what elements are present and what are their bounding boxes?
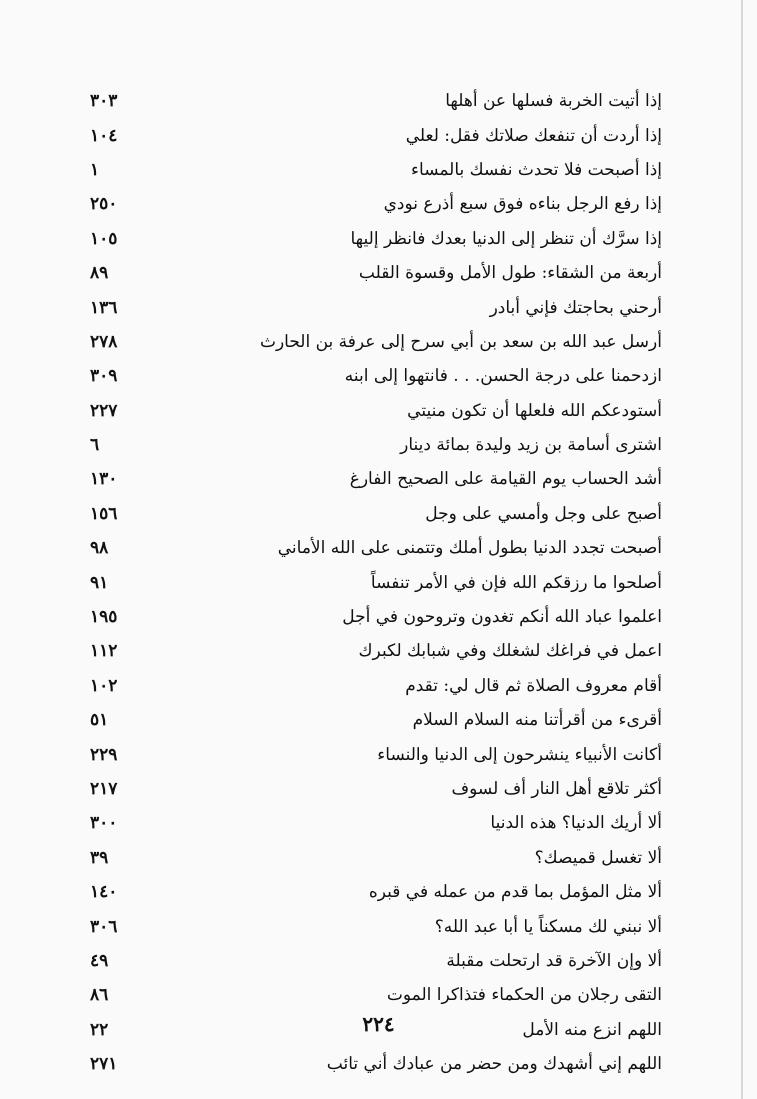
entry-page-number: ١٣٦ xyxy=(90,297,118,318)
entry-page-number: ٦ xyxy=(90,435,100,456)
entry-page-number: ١١٢ xyxy=(90,641,118,662)
entry-text: التقى رجلان من الحكماء فتذاكرا الموت xyxy=(386,985,662,1006)
index-row xyxy=(90,531,662,565)
entry-text: أصبحت تجدد الدنيا بطول أملك وتتمنى على الله الأماني xyxy=(277,538,662,559)
entry-page-number: ٢١٧ xyxy=(90,779,118,799)
entry-text: إذا سرَّك أن تنظر إلى الدنيا بعدك فانظر إليها xyxy=(350,228,662,249)
entry-text: إذا رفع الرجل بناءه فوق سبع أذرع نودي xyxy=(383,194,662,215)
index-row xyxy=(90,84,662,118)
entry-text: أشد الحساب يوم القيامة على الصحيح الفارغ xyxy=(349,469,662,490)
index-row xyxy=(90,1047,662,1081)
index-row xyxy=(90,772,662,806)
index-row xyxy=(90,359,662,393)
entry-text: أستودعكم الله فلعلها أن تكون منيتي xyxy=(407,400,662,421)
index-row xyxy=(90,737,662,771)
index-row xyxy=(90,841,662,875)
entry-page-number: ١٩٥ xyxy=(90,607,118,628)
entry-page-number: ١٥٦ xyxy=(90,503,118,524)
index-row xyxy=(90,565,662,599)
entry-page-number: ٩١ xyxy=(90,572,109,593)
entry-text: اشترى أسامة بن زيد وليدة بمائة دينار xyxy=(400,435,662,456)
entry-text: أصبح على وجل وأمسي على وجل xyxy=(425,503,662,524)
entry-text: أرحني بحاجتك فإني أبادر xyxy=(489,297,662,318)
index-row xyxy=(90,118,662,152)
entry-page-number: ٣٠٠ xyxy=(90,813,118,834)
index-row xyxy=(90,497,662,531)
entry-page-number: ١٠٢ xyxy=(90,675,118,696)
entry-text: أصلحوا ما رزقكم الله فإن في الأمر تنفساً xyxy=(370,572,662,593)
entry-text: اللهم إني أشهدك ومن حضر من عبادك أني تائب xyxy=(326,1054,662,1075)
entry-page-number: ٣٠٣ xyxy=(90,91,118,112)
entry-text: أقام معروف الصلاة ثم قال لي: تقدم xyxy=(405,675,662,696)
entry-page-number: ١ xyxy=(90,159,100,180)
entry-text: إذا أتيت الخربة فسلها عن أهلها xyxy=(445,91,662,112)
index-row xyxy=(90,703,662,737)
entry-page-number: ١٠٥ xyxy=(90,228,118,249)
index-row xyxy=(90,394,662,428)
index-row xyxy=(90,325,662,359)
index-row xyxy=(90,909,662,943)
entry-page-number: ٢٧٨ xyxy=(90,331,118,352)
entry-text: اعلموا عباد الله أنكم تغدون وتروحون في أجل xyxy=(342,607,662,628)
entry-text: أربعة من الشقاء: طول الأمل وقسوة القلب xyxy=(358,263,662,284)
entry-page-number: ٤٩ xyxy=(90,950,109,971)
entry-page-number: ٨٩ xyxy=(90,263,109,284)
index-row xyxy=(90,462,662,496)
entry-page-number: ٢٢ xyxy=(90,1019,109,1040)
index-row xyxy=(90,428,662,462)
entry-text: اللهم انزع منه الأمل xyxy=(522,1019,662,1040)
index-row xyxy=(90,944,662,978)
index-row xyxy=(90,875,662,909)
entry-text: ازدحمنا على درجة الحسن. . . فانتهوا إلى ابنه xyxy=(344,366,662,387)
entry-page-number: ٢٧١ xyxy=(90,1054,118,1075)
index-row xyxy=(90,669,662,703)
entry-text: إذا أصبحت فلا تحدث نفسك بالمساء xyxy=(411,159,662,180)
scan-edge-line xyxy=(741,0,743,1099)
entry-text: أكثر تلاقع أهل النار أف لسوف xyxy=(451,779,662,799)
index-row xyxy=(90,256,662,290)
index-list xyxy=(90,84,662,1081)
entry-text: إذا أردت أن تنفعك صلاتك فقل: لعلي xyxy=(405,125,662,146)
index-row xyxy=(90,634,662,668)
index-row xyxy=(90,600,662,634)
index-row xyxy=(90,978,662,1012)
entry-text: أقرىء من أقرأتنا منه السلام السلام xyxy=(412,710,662,731)
entry-page-number: ١٤٠ xyxy=(90,882,118,903)
entry-text: أرسل عبد الله بن سعد بن أبي سرح إلى عرفة بن الحارث xyxy=(259,331,662,352)
entry-page-number: ١٣٠ xyxy=(90,469,118,490)
entry-text: أكانت الأنبياء ينشرحون إلى الدنيا والنساء xyxy=(377,744,662,765)
index-row xyxy=(90,806,662,840)
entry-page-number: ٥١ xyxy=(90,710,109,731)
entry-page-number: ٨٦ xyxy=(90,985,109,1006)
entry-text: ألا مثل المؤمل بما قدم من عمله في قبره xyxy=(368,882,662,903)
page-number: ٢٢٤ xyxy=(362,1012,395,1036)
entry-page-number: ٢٢٧ xyxy=(90,400,118,421)
entry-page-number: ٢٢٩ xyxy=(90,744,118,765)
index-row xyxy=(90,222,662,256)
entry-text: ألا نبني لك مسكناً يا أبا عبد الله؟ xyxy=(434,916,662,937)
entry-page-number: ٢٥٠ xyxy=(90,194,118,215)
entry-text: ألا تغسل قميصك؟ xyxy=(534,847,662,868)
entry-text: ألا وإن الآخرة قد ارتحلت مقبلة xyxy=(446,950,662,971)
index-row xyxy=(90,187,662,221)
entry-page-number: ٣٠٦ xyxy=(90,916,118,937)
entry-page-number: ٣٠٩ xyxy=(90,366,118,387)
entry-text: اعمل في فراغك لشغلك وفي شبابك لكبرك xyxy=(358,641,662,662)
entry-page-number: ٣٩ xyxy=(90,847,109,868)
entry-text: ألا أريك الدنيا؟ هذه الدنيا xyxy=(490,813,662,834)
entry-page-number: ١٠٤ xyxy=(90,125,118,146)
entry-page-number: ٩٨ xyxy=(90,538,109,559)
index-row xyxy=(90,290,662,324)
index-row xyxy=(90,153,662,187)
